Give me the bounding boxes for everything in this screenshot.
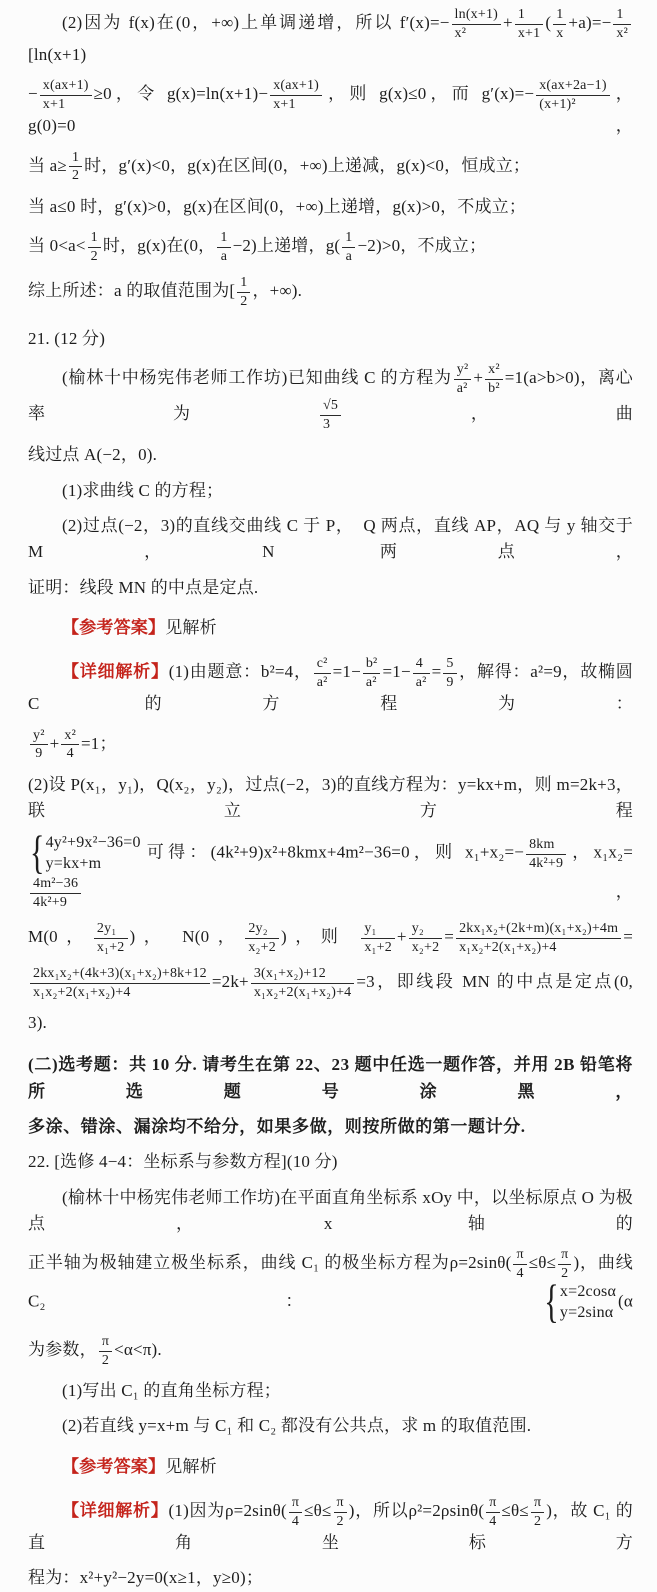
text-run: + <box>49 733 60 753</box>
left-brace-icon: { <box>544 1276 559 1329</box>
text-run: 22. [选修 4−4：坐标系与参数方程](10 分) <box>28 1152 338 1172</box>
text-line <box>28 1010 633 1036</box>
fraction <box>217 229 230 265</box>
fraction <box>361 920 395 956</box>
fraction-numerator: x(ax+1) <box>270 77 322 96</box>
fraction-denominator: 2 <box>240 293 248 309</box>
text-run: 见解析 <box>165 618 217 638</box>
fraction <box>314 655 331 691</box>
fraction-denominator: a <box>220 248 228 264</box>
text-run: )，故 C₁ 的直角坐标方 <box>28 1501 634 1553</box>
text-run: )，所以ρ²=2ρsinθ( <box>348 1501 485 1520</box>
system-row: y=kx+m <box>45 855 102 873</box>
fraction-numerator: 1 <box>237 274 250 293</box>
fraction-numerator: ln(x+1) <box>452 6 502 25</box>
text-line <box>28 655 638 717</box>
text-run: )，则 <box>280 926 360 946</box>
text-line <box>28 772 633 825</box>
text-line <box>28 361 633 433</box>
fraction-denominator: 2 <box>561 1265 569 1281</box>
text-run: 21. (12 分) <box>28 329 106 349</box>
text-run: (1)求曲线 C 的方程； <box>62 480 224 500</box>
text-line <box>28 1454 633 1480</box>
text-run: 为参数， <box>28 1339 97 1359</box>
text-run: 时，g(x)在(0， <box>102 235 216 255</box>
fraction <box>289 1494 302 1530</box>
text-line <box>28 194 633 220</box>
system-row: x=2cosα <box>559 1283 617 1301</box>
text-run: =2k+ <box>211 971 249 991</box>
text-run: ≥0，令 g(x)=ln(x+1)− <box>93 84 269 104</box>
fraction <box>454 361 472 397</box>
text-line <box>28 575 633 601</box>
fraction-denominator: a² <box>365 674 377 690</box>
text-run: ≤θ≤ <box>501 1501 529 1520</box>
text-run: =1； <box>81 733 117 753</box>
text-line <box>28 1378 633 1404</box>
fraction-denominator: 4 <box>489 1513 497 1529</box>
fraction <box>456 920 621 956</box>
fraction <box>334 1494 347 1530</box>
text-line <box>28 274 633 310</box>
fraction-denominator: x₂+2 <box>248 939 276 955</box>
fraction <box>69 149 82 185</box>
text-line <box>28 513 638 566</box>
fraction-denominator: x₁x₂+2(x₁+x₂)+4 <box>253 984 352 1000</box>
fraction-numerator: π <box>334 1494 347 1513</box>
text-line <box>28 965 633 1001</box>
fraction <box>342 229 355 265</box>
fraction <box>320 397 341 433</box>
text-run: 线过点 A(−2，0). <box>28 445 158 465</box>
text-run: −2)上递增，g( <box>232 235 341 255</box>
fraction-numerator: x(ax+2a−1) <box>536 77 610 96</box>
fraction <box>526 836 566 872</box>
fraction-numerator: 2y₁ <box>94 920 128 939</box>
text-run: ( <box>545 12 552 32</box>
text-run: ， <box>83 881 633 901</box>
fraction-denominator: (x+1)² <box>539 96 576 112</box>
text-run: (2)设 P(x₁，y₁)，Q(x₂，y₂)，过点(−2，3)的直线方程为：y=kx+m，则 m=2k+3，联立方程 <box>28 774 633 821</box>
fraction-denominator: x₁x₂+2(x₁+x₂)+4 <box>33 984 131 1000</box>
fraction <box>536 77 610 113</box>
text-run: ，x₁x₂= <box>568 843 633 863</box>
fraction-numerator: y² <box>454 361 472 380</box>
fraction <box>363 655 381 691</box>
fraction <box>30 965 210 1001</box>
fraction-numerator: π <box>531 1494 544 1513</box>
fraction-numerator: π <box>513 1246 526 1265</box>
text-run: 可得：(4k²+9)x²+8kmx+4m²−36=0，则 x₁+x₂=− <box>142 843 525 863</box>
fraction-denominator: a² <box>415 674 427 690</box>
fraction-denominator: 4k²+9 <box>529 855 564 871</box>
fraction <box>61 727 79 763</box>
text-line <box>28 6 633 68</box>
fraction-denominator: a <box>345 248 353 264</box>
fraction <box>558 1246 571 1282</box>
system-rows <box>560 1282 616 1324</box>
fraction-denominator: 9 <box>446 674 454 690</box>
text-run: + <box>396 926 407 946</box>
fraction <box>485 361 503 397</box>
fraction-numerator: 8km <box>526 836 566 855</box>
text-line <box>28 1494 633 1556</box>
fraction-numerator: π <box>486 1494 499 1513</box>
text-run: ，则 g(x)≤0，而 g′(x)=− <box>324 84 535 104</box>
fraction-numerator: π <box>289 1494 302 1513</box>
text-run: 见解析 <box>165 1456 217 1476</box>
fraction-numerator: 2kx₁x₂+(4k+3)(x₁+x₂)+8k+12 <box>30 965 210 984</box>
fraction-numerator: 3(x₁+x₂)+12 <box>251 965 355 984</box>
text-line <box>28 442 633 468</box>
fraction-denominator: 2 <box>71 168 80 184</box>
system-row: y=2sinα <box>559 1304 614 1322</box>
fraction <box>531 1494 544 1530</box>
text-run: =3，即线段 MN 的中点是定点(0, <box>356 971 633 991</box>
fraction-numerator: x² <box>485 361 503 380</box>
fraction <box>30 875 81 911</box>
text-run: −2)>0，不成立； <box>357 235 487 255</box>
fraction-numerator: y₂ <box>409 920 443 939</box>
left-brace-icon: { <box>30 827 45 880</box>
text-line <box>28 727 633 763</box>
text-run: (1)由题意：b²=4， <box>168 662 312 682</box>
answer-label: 【详细解析】 <box>62 662 169 682</box>
fraction <box>443 655 456 691</box>
text-line <box>28 1413 633 1439</box>
text-line <box>28 229 633 265</box>
fraction <box>245 920 279 956</box>
text-line <box>28 1246 638 1329</box>
fraction-denominator: x+1 <box>273 96 296 112</box>
fraction <box>270 77 322 113</box>
text-run: + <box>473 368 484 388</box>
text-run: ≤θ≤ <box>304 1501 332 1520</box>
text-line <box>28 478 633 504</box>
text-run: (榆林十中杨宪伟老师工作坊)已知曲线 C 的方程为 <box>62 368 452 388</box>
fraction-numerator: y₁ <box>361 920 395 939</box>
fraction-numerator: 4 <box>413 655 430 674</box>
fraction-denominator: 2 <box>533 1513 542 1529</box>
text-run: 多涂、错涂、漏涂均不给分，如果多做，则按所做的第一题计分. <box>28 1117 526 1137</box>
answer-label: 【参考答案】 <box>62 618 166 638</box>
text-run: 程为：x²+y²−2y=0(x≥1，y≥0)； <box>28 1568 264 1588</box>
fraction-numerator: √5 <box>320 397 341 416</box>
text-line <box>28 326 633 352</box>
text-line <box>28 149 633 185</box>
text-run: 当 a≥ <box>28 155 67 175</box>
fraction <box>513 1246 526 1282</box>
fraction-denominator: 4 <box>66 746 74 762</box>
text-run: (1)因为ρ=2sinθ( <box>168 1501 287 1520</box>
text-run: (2)若直线 y=x+m 与 C₁ 和 C₂ 都没有公共点，求 m 的取值范围. <box>62 1416 532 1436</box>
text-run: [ln(x+1) <box>28 45 87 64</box>
fraction-denominator: x₁+2 <box>96 939 125 955</box>
fraction-denominator: 2 <box>101 1352 110 1368</box>
fraction-numerator: 1 <box>342 229 355 248</box>
fraction-denominator: 4k²+9 <box>33 894 68 910</box>
fraction-denominator: x₂+2 <box>411 939 440 955</box>
fraction-denominator: 4 <box>516 1265 524 1281</box>
text-run: − <box>28 84 38 104</box>
fraction <box>452 6 502 42</box>
fraction-numerator: π <box>558 1246 571 1265</box>
fraction-numerator: 1 <box>613 6 631 25</box>
fraction-denominator: x² <box>616 25 628 41</box>
fraction <box>251 965 355 1001</box>
fraction-numerator: b² <box>363 655 381 674</box>
text-run: (α <box>618 1292 633 1312</box>
text-run: + <box>503 12 513 32</box>
text-run: 证明：线段 MN 的中点是定点. <box>28 577 259 597</box>
text-run: (2)过点(−2，3)的直线交曲线 C 于 P， Q 两点，直线 AP，AQ 与 y 轴交于 M，N 两点， <box>28 516 638 562</box>
text-line <box>28 1149 633 1175</box>
text-line <box>28 1114 633 1140</box>
fraction-denominator: x+1 <box>517 25 541 41</box>
text-run: 当 a≤0 时，g′(x)>0，g(x)在区间(0，+∞)上递增，g(x)>0，不成立； <box>28 196 527 216</box>
text-line <box>28 77 633 139</box>
answer-label: 【详细解析】 <box>62 1501 169 1520</box>
fraction-numerator: c² <box>314 655 331 674</box>
fraction-denominator: x+1 <box>42 96 66 112</box>
text-run: ，解得：a²=9，故椭圆 C 的方程为： <box>28 662 638 714</box>
fraction-numerator: 1 <box>553 6 566 25</box>
fraction <box>553 6 566 42</box>
text-run: = <box>623 926 634 946</box>
fraction-denominator: 9 <box>35 746 43 762</box>
fraction-denominator: x² <box>454 25 467 41</box>
fraction-numerator: 4m²−36 <box>30 875 81 894</box>
text-run: = <box>431 662 442 682</box>
text-line <box>28 1185 633 1238</box>
fraction <box>613 6 631 42</box>
text-line <box>28 1565 633 1591</box>
fraction-denominator: x <box>556 25 564 41</box>
text-run: )，曲线 C₂： <box>28 1253 638 1312</box>
fraction <box>413 655 430 691</box>
fraction-numerator: x(ax+1) <box>40 77 92 96</box>
text-run: <α<π). <box>114 1339 162 1359</box>
fraction-numerator: x² <box>61 727 79 746</box>
fraction-denominator: a² <box>456 380 468 396</box>
text-run: (榆林十中杨宪伟老师工作坊)在平面直角坐标系 xOy 中，以坐标原点 O 为极点，x 轴的 <box>28 1187 633 1234</box>
fraction-denominator: 2 <box>336 1513 344 1529</box>
fraction-numerator: 2y₂ <box>245 920 279 939</box>
text-run: =1− <box>332 662 361 682</box>
fraction <box>94 920 128 956</box>
answer-label: 【参考答案】 <box>62 1456 166 1476</box>
fraction <box>409 920 443 956</box>
fraction-numerator: 2kx₁x₂+(2k+m)(x₁+x₂)+4m <box>456 920 621 939</box>
document-body <box>28 6 638 1592</box>
text-line <box>28 1052 633 1105</box>
text-run: +a)=− <box>568 12 612 32</box>
text-run: =1(a>b>0)，离心率为 <box>28 368 633 424</box>
text-run: ，曲 <box>343 404 633 424</box>
text-run: ，+∞). <box>252 280 303 300</box>
fraction-denominator: 2 <box>90 248 98 264</box>
text-run: 当 0<a< <box>28 235 86 255</box>
fraction <box>237 274 250 310</box>
text-line <box>28 827 633 911</box>
fraction <box>88 229 101 265</box>
fraction-numerator: π <box>99 1333 112 1352</box>
text-run: (2)因为 f(x)在(0，+∞)上单调递增，所以 f′(x)=− <box>62 12 450 32</box>
text-run: (1)写出 C₁ 的直角坐标方程； <box>62 1381 281 1401</box>
fraction-denominator: x₁x₂+2(x₁+x₂)+4 <box>459 939 557 955</box>
text-run: )， N(0， <box>129 926 244 946</box>
fraction-denominator: x₁+2 <box>364 939 392 955</box>
fraction <box>515 6 544 42</box>
fraction <box>40 77 92 113</box>
fraction <box>486 1494 499 1530</box>
text-line <box>28 615 633 641</box>
equation-system <box>544 1276 617 1329</box>
text-line <box>28 920 633 956</box>
fraction-numerator: 1 <box>88 229 101 248</box>
text-run: M(0， <box>28 926 92 946</box>
equation-system <box>30 827 141 880</box>
fraction-numerator: y² <box>30 727 48 746</box>
fraction-denominator: a² <box>316 674 328 690</box>
fraction-denominator: 4 <box>291 1513 300 1529</box>
fraction-numerator: 1 <box>69 149 82 168</box>
text-run: 正半轴为极轴建立极坐标系，曲线 C₁ 的极坐标方程为ρ=2sinθ( <box>28 1253 512 1273</box>
text-run: = <box>444 926 455 946</box>
fraction-numerator: 5 <box>443 655 456 674</box>
text-run: ，g(0)=0， <box>28 84 634 136</box>
fraction-numerator: 1 <box>515 6 544 25</box>
fraction <box>99 1333 112 1369</box>
system-rows <box>46 833 141 875</box>
text-run: ≤θ≤ <box>528 1253 557 1273</box>
text-run: 时，g′(x)<0，g(x)在区间(0，+∞)上递减，g(x)<0，恒成立； <box>84 155 531 175</box>
fraction-denominator: b² <box>488 380 500 396</box>
text-run: 3). <box>28 1013 48 1033</box>
text-run: (二)选考题：共 10 分. 请考生在第 22、23 题中任选一题作答，并用 2B 铅笔将所选题号涂黑， <box>28 1055 633 1101</box>
system-row: 4y²+9x²−36=0 <box>45 834 141 852</box>
fraction-numerator: 1 <box>217 229 230 248</box>
text-run: 综上所述：a 的取值范围为[ <box>28 280 236 300</box>
fraction <box>30 727 48 763</box>
fraction-denominator: 3 <box>322 416 331 432</box>
text-run: =1− <box>382 662 411 682</box>
text-line <box>28 1333 633 1369</box>
